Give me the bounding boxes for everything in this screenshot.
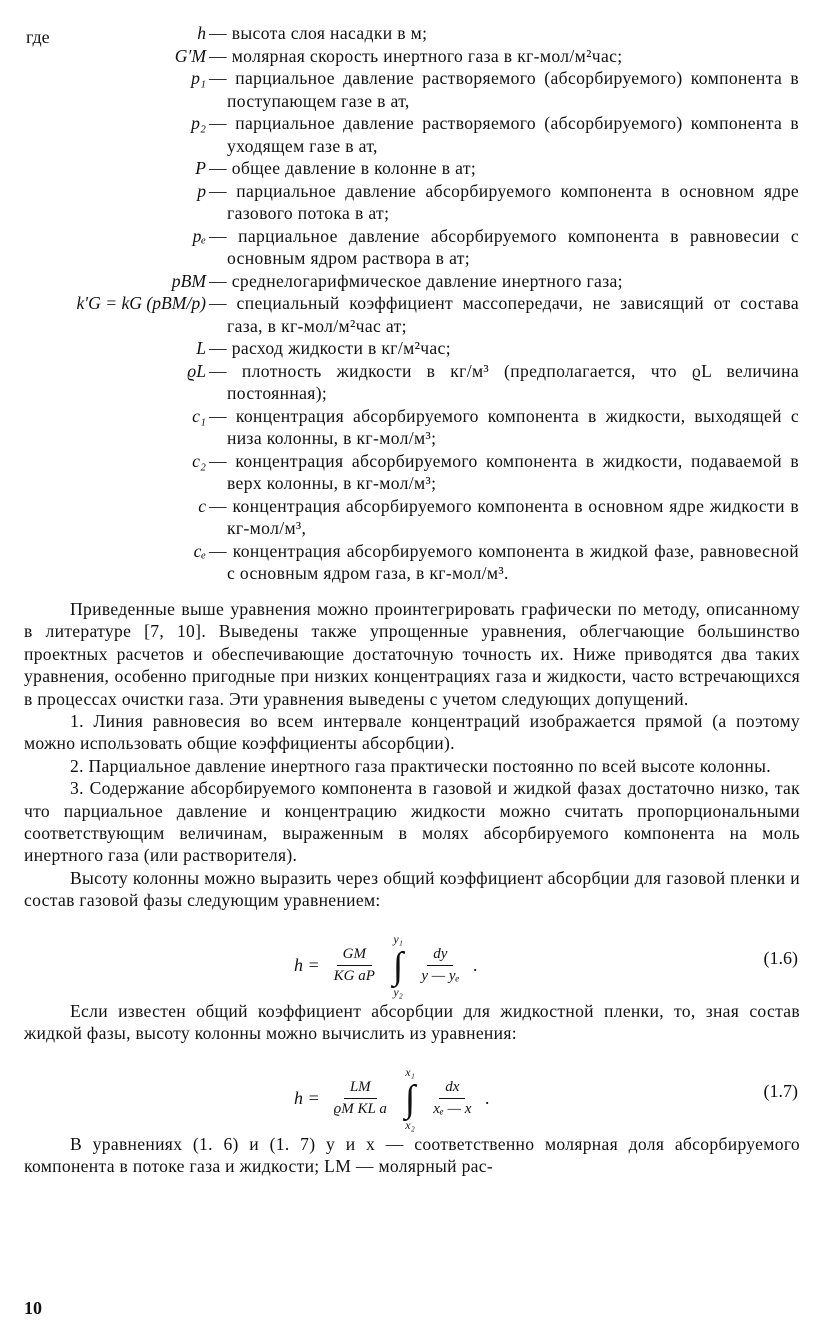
paragraph: 3. Содержание абсорбируемого компонента в газовой и жидкой фазах достаточно низко, так что парциальное давление и концентрацию жидкости можно считать пропорциональными соответствующим величинам, выраженным в молях абсорбируемого компонента на моль инертного газа (или растворителя). [24, 778, 800, 866]
symbol: P [195, 158, 206, 178]
symbol: ϱL [187, 360, 206, 381]
definition-text: — среднелогарифмическое давление инертного газа; [209, 270, 623, 291]
definition-row [0, 45, 826, 68]
formula-lhs: h = [294, 955, 320, 976]
definition-text: — плотность жидкости в кг/м³ (предполагается, что ϱL величина постоянная); [209, 360, 799, 403]
symbol: p₂ [191, 113, 206, 133]
body-text [24, 598, 800, 1177]
definition-text: — расход жидкости в кг/м²час; [209, 338, 451, 358]
definition-row [0, 292, 826, 337]
definition-text: — общее давление в колонне в ат; [209, 158, 477, 178]
symbol: c [198, 495, 206, 516]
symbol: h [197, 23, 206, 43]
definition-row [0, 225, 826, 270]
definition-row [0, 180, 826, 225]
definition-row [0, 112, 826, 157]
formula-fraction: $\frac{LM}{\text{ϱM KL a}}$ [333, 1079, 387, 1117]
equation-number: (1.7) [763, 1080, 798, 1101]
paragraph: Если известен общий коэффициент абсорбции для жидкостной пленки, то, зная состав жидкой фазы, высоту колонны можно вычислить из уравнения: [24, 1000, 800, 1044]
definition-row [0, 450, 826, 495]
definition-row [0, 67, 826, 112]
symbol: pₑ [192, 225, 206, 246]
integrand-fraction: $\frac{dx}{\text{xₑ — x}}$ [433, 1079, 472, 1117]
intro-word: где [26, 27, 50, 47]
symbol: p [197, 180, 206, 201]
definition-text: — концентрация абсорбируемого компонента в жидкости, выходящей с низа колонны, в кг-мол/м³; [209, 405, 799, 448]
symbol: pBM [171, 270, 206, 291]
definition-row [0, 360, 826, 405]
definition-text: — парциальное давление абсорбируемого компонента в основном ядре газового потока в ат; [209, 180, 800, 223]
formula-lhs: h = [294, 1088, 320, 1108]
definition-text: — специальный коэффициент массопередачи, не зависящий от состава газа, в кг-мол/м²час ат; [209, 293, 800, 336]
definition-text: — концентрация абсорбируемого компонента в жидкости, подаваемой в верх колонны, в кг-мол/м³; [209, 450, 800, 493]
symbol: G′M [174, 45, 206, 66]
definition-row [0, 540, 826, 585]
paragraph: 2. Парциальное давление инертного газа практически постоянно по всей высоте колонны. [70, 755, 771, 776]
formula-1-6: h = $\frac{GM}{\text{KG aP}}$ y₁ ∫ y₂ $\frac{dy}{\text{y — yₑ}}$ . (1.6) [294, 931, 798, 999]
integral-sign: x₁ ∫ x₂ [404, 1064, 416, 1132]
definition-row [0, 337, 826, 360]
definition-text: — парциальное давление абсорбируемого компонента в равновесии с основным ядром раствора в ат; [209, 225, 799, 268]
symbol: p₁ [191, 68, 206, 88]
definition-text: — концентрация абсорбируемого компонента в жидкой фазе, равновесной с основным ядром газа, в кг-мол/м³. [209, 540, 800, 583]
definition-row [0, 157, 826, 180]
paragraph: Высоту колонны можно выразить через общий коэффициент абсорбции для газовой пленки и состав газовой фазы следующим уравнением: [24, 867, 800, 911]
symbol: L [196, 338, 206, 358]
paragraph: 1. Линия равновесия во всем интервале концентраций изображается прямой (а поэтому можно использовать общие коэффициенты абсорбции). [24, 711, 800, 754]
page-number: 10 [24, 1298, 42, 1318]
integrand-fraction: $\frac{dy}{\text{y — yₑ}}$ [421, 946, 460, 985]
definition-row [0, 22, 826, 45]
equation-number: (1.6) [763, 947, 798, 968]
definition-row [0, 405, 826, 450]
paragraph: Приведенные выше уравнения можно проинтегрировать графически по методу, описанному в литературе [7, 10]. Выведены также упрощенные уравнения, облегчающие большинство проектных расчетов и обеспечивающие достаточную точность их. Ниже приводятся два таких уравнения, особенно пригодные при низких концентрациях газа и жидкости, часто встречающихся в процессах очистки газа. Эти уравнения выведены с учетом следующих допущений. [24, 599, 800, 709]
definition-text: — высота слоя насадки в м; [209, 23, 428, 43]
definition-text: — молярная скорость инертного газа в кг-мол/м²час; [209, 45, 623, 66]
definition-text: — парциальное давление растворяемого (абсорбируемого) компонента в поступающем газе в ат, [209, 68, 799, 111]
definition-text: — концентрация абсорбируемого компонента в основном ядре жидкости в кг-мол/м³, [209, 495, 799, 538]
paragraph: В уравнениях (1. 6) и (1. 7) y и x — соответственно молярная доля абсорбируемого компонента в потоке газа и жидкости; LM — молярный рас- [24, 1133, 800, 1176]
definition-row [0, 495, 826, 540]
symbol: cₑ [193, 540, 206, 561]
symbol: k′G = kG (pBM/p) [76, 293, 206, 313]
definition-row [0, 270, 826, 293]
definition-text: — парциальное давление растворяемого (абсорбируемого) компонента в уходящем газе в ат, [209, 113, 799, 156]
definitions-list [0, 22, 826, 585]
formula-1-7: h = $\frac{LM}{\text{ϱM KL a}}$ x₁ ∫ x₂ $\frac{dx}{\text{xₑ — x}}$ . (1.7) [294, 1064, 798, 1132]
symbol: c₁ [192, 405, 206, 426]
formula-fraction: $\frac{GM}{\text{KG aP}}$ [333, 946, 375, 985]
symbol: c₂ [192, 450, 206, 471]
integral-sign: y₁ ∫ y₂ [392, 931, 404, 999]
